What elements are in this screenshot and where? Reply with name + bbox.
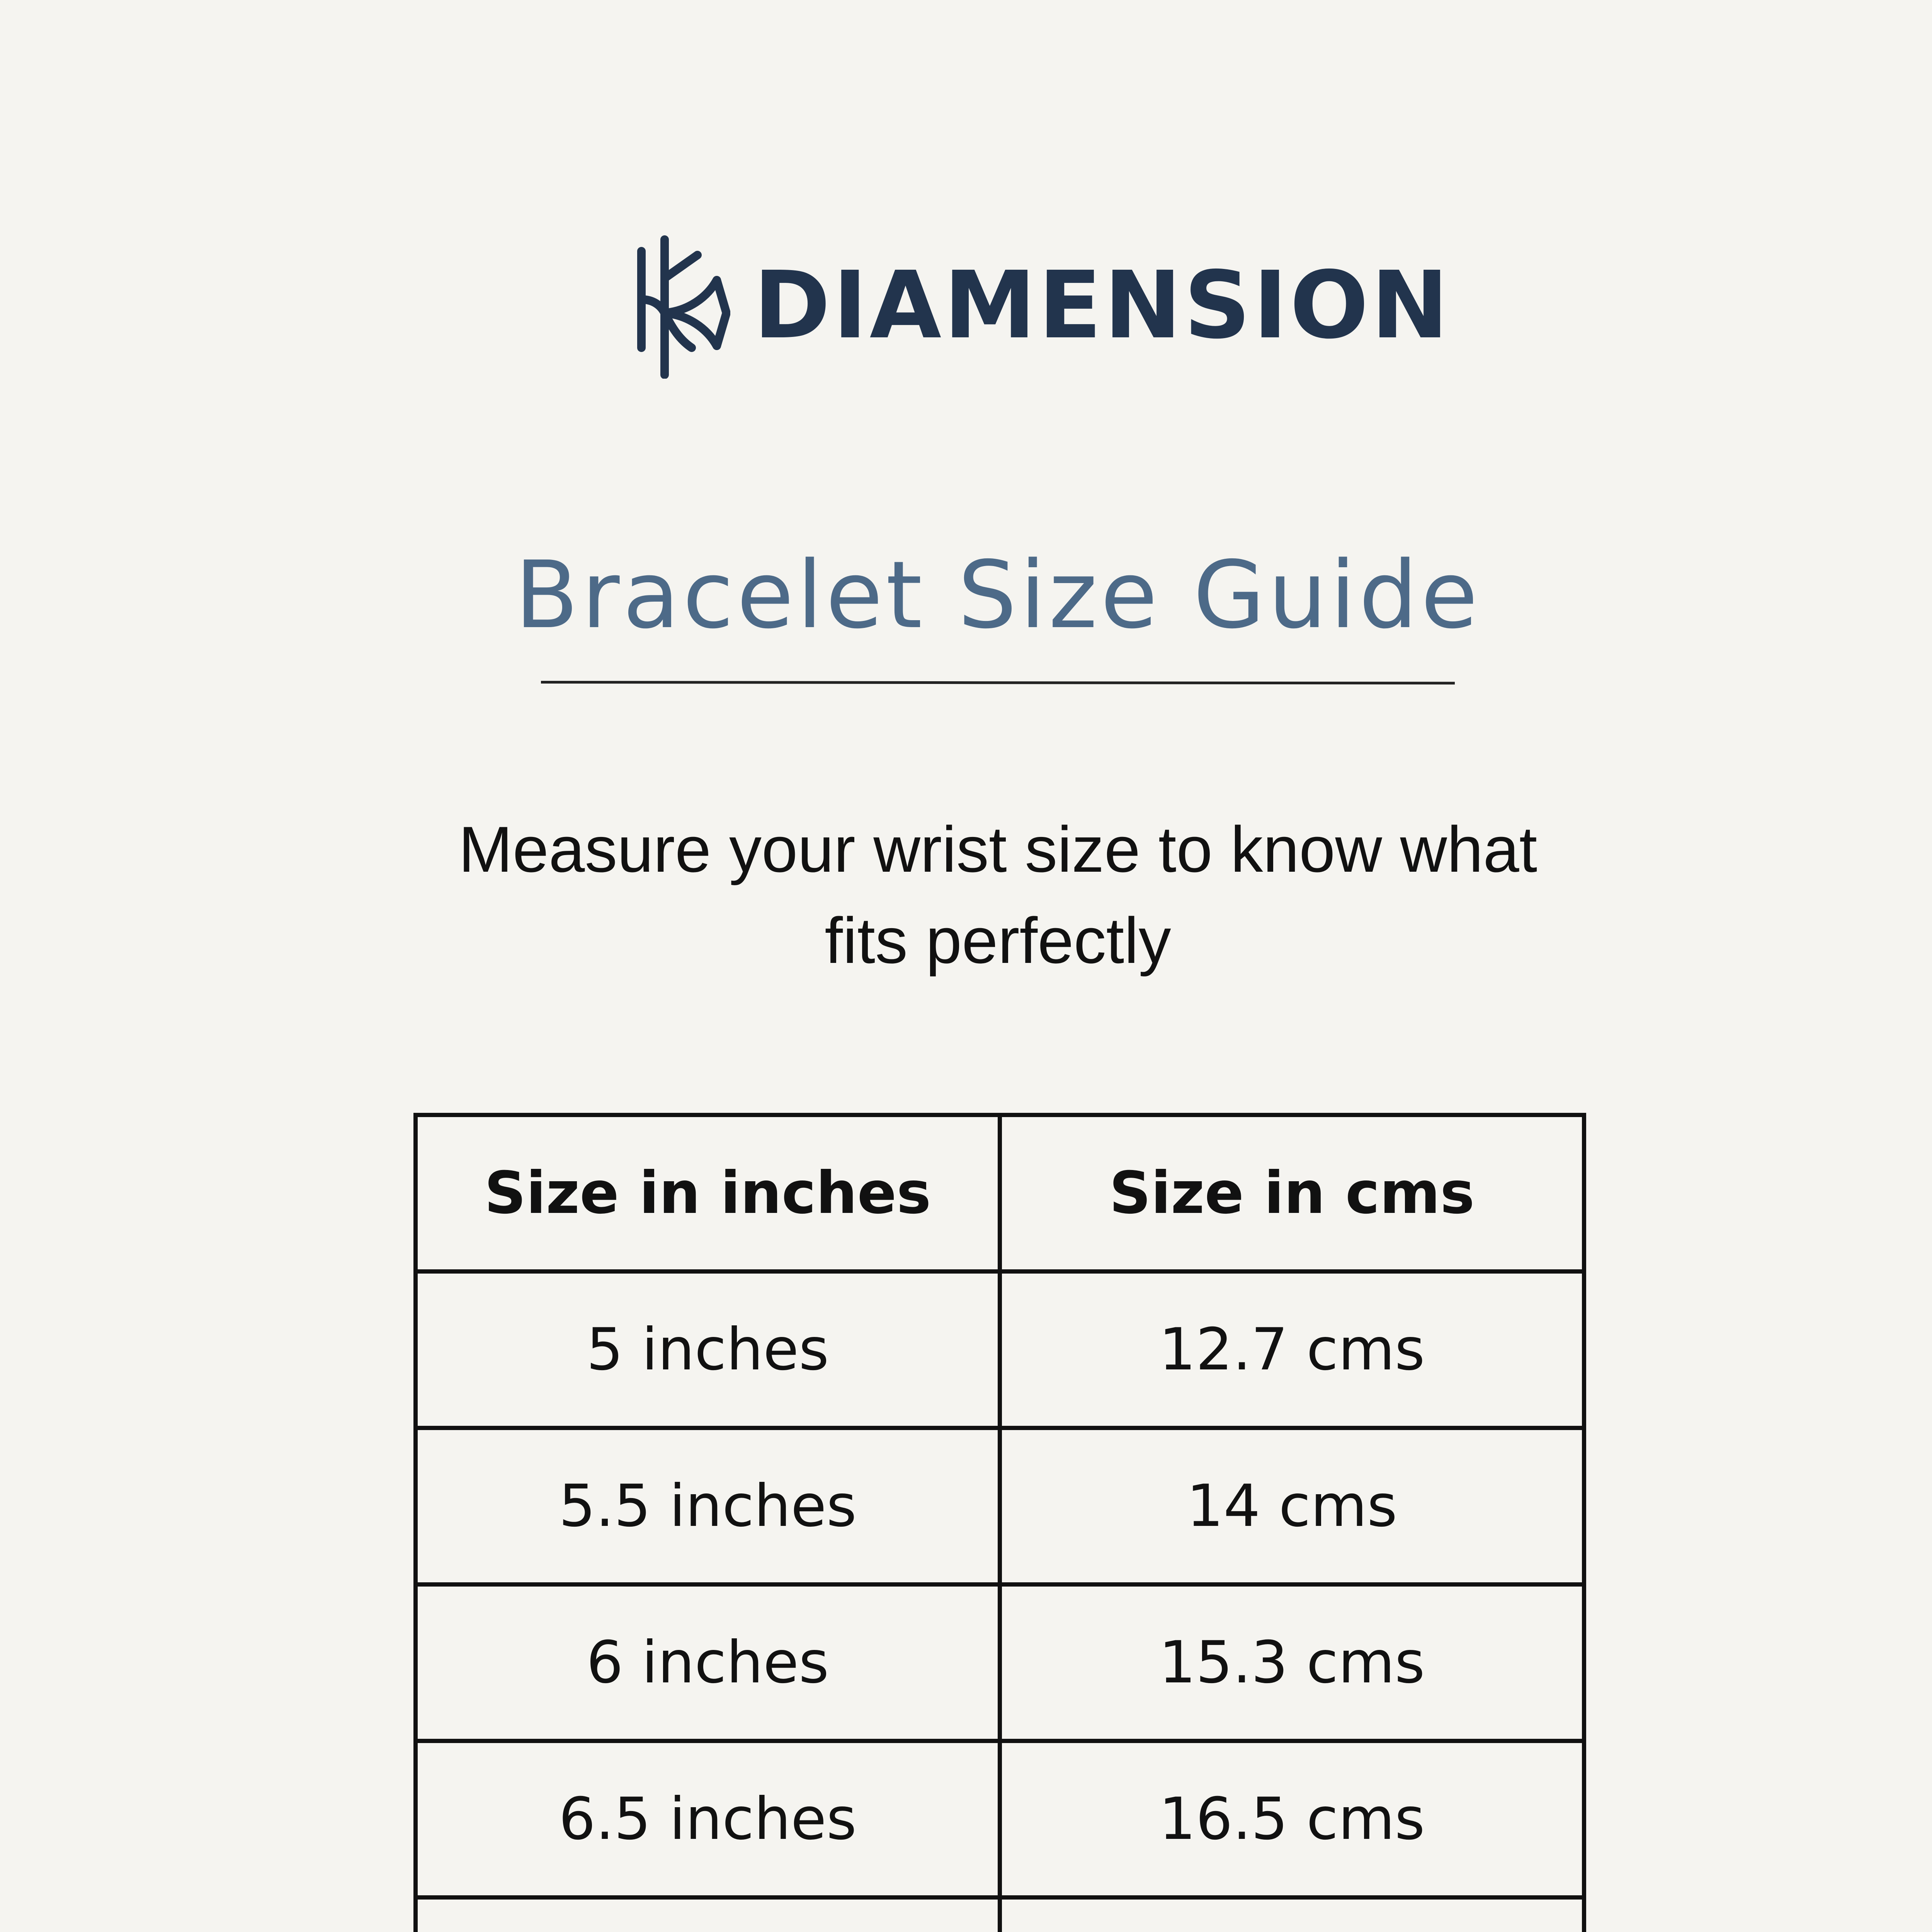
table-row [416, 1898, 1584, 1932]
cell-inches: 5.5 inches [416, 1428, 1000, 1585]
table-row [416, 1585, 1584, 1741]
cell-cms [1000, 1898, 1584, 1932]
subtitle [425, 804, 1571, 986]
cell-cms: 12.7 cms [1000, 1272, 1584, 1428]
title-underline [541, 681, 1455, 684]
table-row [416, 1272, 1584, 1428]
page-title: Bracelet Size Guide [515, 541, 1481, 649]
diamension-monogram-icon [630, 232, 730, 379]
cell-inches: 5 inches [416, 1272, 1000, 1428]
size-table [413, 1113, 1586, 1932]
brand-name: DIAMENSION [753, 251, 1451, 359]
header-size-inches: Size in inches [416, 1115, 1000, 1272]
brand-logo [630, 232, 1451, 379]
subtitle-line-2: fits perfectly [825, 904, 1171, 977]
table-row [416, 1741, 1584, 1898]
cell-inches [416, 1898, 1000, 1932]
cell-inches: 6 inches [416, 1585, 1000, 1741]
cell-cms: 15.3 cms [1000, 1585, 1584, 1741]
subtitle-line-1: Measure your wrist size to know what [458, 813, 1537, 886]
header-size-cms: Size in cms [1000, 1115, 1584, 1272]
cell-cms: 14 cms [1000, 1428, 1584, 1585]
table-header-row [416, 1115, 1584, 1272]
cell-inches: 6.5 inches [416, 1741, 1000, 1898]
table-row [416, 1428, 1584, 1585]
cell-cms: 16.5 cms [1000, 1741, 1584, 1898]
